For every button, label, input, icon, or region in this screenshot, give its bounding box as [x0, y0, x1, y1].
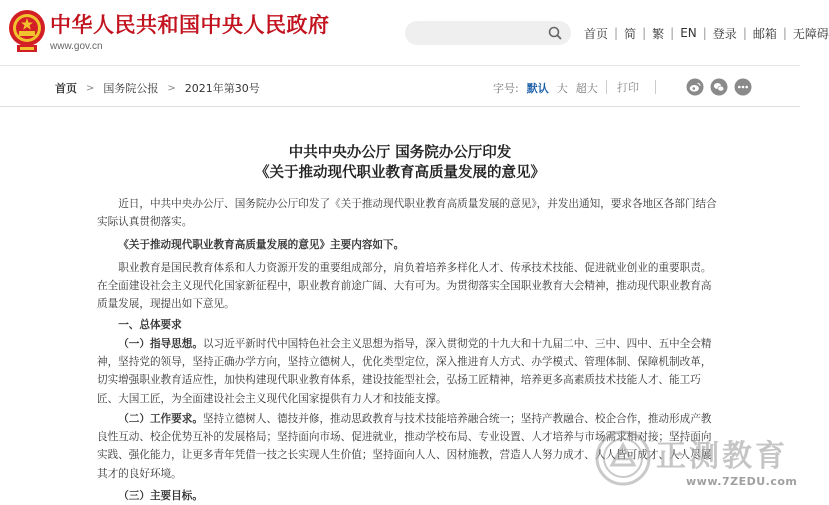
link-simplified[interactable]: 简 [624, 26, 637, 41]
font-size-label: 字号: [493, 82, 519, 95]
link-login[interactable]: 登录 [712, 26, 737, 41]
weibo-icon[interactable] [686, 78, 704, 96]
paragraph-work-requirements [97, 410, 717, 483]
divider [655, 80, 656, 94]
divider: | [614, 26, 619, 40]
link-mail[interactable]: 邮箱 [752, 26, 777, 41]
paragraph-lead: （一）指导思想。 [118, 338, 203, 350]
divider [606, 80, 607, 94]
site-url: www.gov.cn [50, 41, 103, 52]
section-heading: 一、总体要求 [118, 319, 182, 331]
link-traditional[interactable]: 繁 [652, 26, 665, 41]
paragraph-intro: 近日，中共中央办公厅、国务院办公厅印发了《关于推动现代职业教育高质量发展的意见》，并发出通知，要求各地区各部门结合实际认真贯彻落实。 [97, 198, 717, 229]
paragraph-body: 坚持立德树人、德技并修，推动思政教育与技术技能培养融合统一；坚持产教融合、校企合作，推动形成产教良性互动、校企优势互补的发展格局；坚持面向市场、促进就业，推动学校布局、专业设置、人才培养与市场需求相对接；坚持面向实践、强化能力，让更多青年凭借一技之长实现人生价值；坚持面向人人、因材施教，营造人人努力成才、人人皆可成才、人人尽展其才的良好环境。 [97, 413, 712, 480]
search-box [405, 21, 571, 45]
paragraph-main-goals: （三）主要目标。 [118, 490, 203, 502]
paragraph-body: 以习近平新时代中国特色社会主义思想为指导，深入贯彻党的十九大和十九届二中、三中、四中、五中全会精神，坚持党的领导，坚持正确办学方向，坚持立德树人，优化类型定位，深入推进育人方式、办学模式、管理体制、保障机制改革，切实增强职业教育适应性，加快构建现代职业教育体系，建设技能型社会，弘扬工匠精神，培养更多高素质技术技能人才、能工巧匠、大国工匠，为全面建设社会主义现代化国家提供有力人才和技能支撑。 [97, 338, 712, 405]
divider: | [702, 26, 707, 40]
search-icon[interactable] [548, 26, 562, 40]
more-icon[interactable] [734, 78, 752, 96]
breadcrumb-gazette[interactable]: 国务院公报 [103, 82, 159, 95]
breadcrumb-bar [0, 67, 800, 107]
divider: | [670, 26, 675, 40]
wechat-icon[interactable] [710, 78, 728, 96]
site-title[interactable]: 中华人民共和国中央人民政府 [50, 12, 330, 37]
font-size-switcher [493, 80, 598, 96]
breadcrumb [55, 80, 260, 96]
link-home[interactable]: 首页 [584, 26, 609, 41]
top-links [584, 24, 829, 42]
divider: | [782, 26, 787, 40]
paragraph-background: 职业教育是国民教育体系和人力资源开发的重要组成部分，肩负着培养多样化人才、传承技术技能、促进就业创业的重要职责。在全面建设社会主义现代化国家新征程中，职业教育前途广阔、大有可为。为贯彻落实全国职业教育大会精神，推动现代职业教育高质量发展，现提出如下意见。 [97, 262, 712, 311]
chevron-right-icon: > [86, 82, 95, 94]
paragraph-lead: （二）工作要求。 [118, 413, 203, 425]
article-title-line1: 中共中央办公厅 国务院办公厅印发 [288, 144, 512, 161]
font-size-large[interactable]: 大 [556, 82, 568, 95]
article-title-line2: 《关于推动现代职业教育高质量发展的意见》 [255, 164, 545, 181]
divider: | [742, 26, 747, 40]
search-input[interactable] [417, 24, 545, 42]
link-english[interactable]: EN [680, 26, 697, 40]
watermark-text: 正测教育 [656, 439, 788, 474]
link-accessibility[interactable]: 无障碍 [792, 26, 829, 41]
font-size-xlarge[interactable]: 超大 [575, 82, 598, 95]
share-icons [686, 78, 752, 96]
top-header [0, 0, 829, 66]
breadcrumb-issue[interactable]: 2021年第30号 [184, 82, 260, 95]
print-area [606, 79, 656, 95]
divider: | [642, 26, 647, 40]
print-button[interactable]: 打印 [617, 81, 639, 94]
font-size-default[interactable]: 默认 [526, 82, 549, 95]
watermark-url: www.7ZEDU.com [686, 475, 798, 488]
national-emblem-icon[interactable] [7, 9, 47, 55]
paragraph-subhead: 《关于推动现代职业教育高质量发展的意见》主要内容如下。 [118, 239, 405, 251]
chevron-right-icon: > [167, 82, 176, 94]
paragraph-guiding-thought [97, 335, 717, 408]
breadcrumb-home[interactable]: 首页 [55, 82, 77, 95]
